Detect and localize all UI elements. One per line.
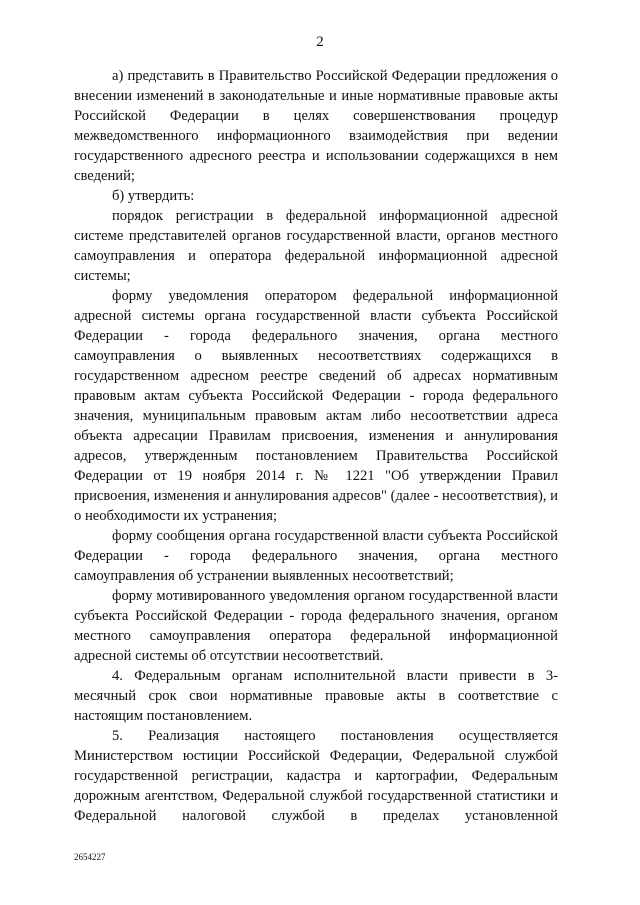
paragraph-motivated-notification-form: форму мотивированного уведомления органом государственной власти субъекта Российской Федерации - города федерального значения, органом местного самоуправления оператора федеральной информационной адресной системы об отсутствии несоответствий. xyxy=(74,588,558,664)
document-body xyxy=(74,66,558,826)
paragraph-item-4: 4. Федеральным органам исполнительной власти привести в 3-месячный срок свои нормативные правовые акты в соответствие с настоящим постановлением. xyxy=(74,668,558,724)
paragraph-message-form: форму сообщения органа государственной власти субъекта Российской Федерации - города федерального значения, органа местного самоуправления об устранении выявленных несоответствий; xyxy=(74,528,558,584)
document-code: 2654227 xyxy=(74,852,106,862)
page-number: 2 xyxy=(316,34,324,50)
paragraph-item-5: 5. Реализация настоящего постановления осуществляется Министерством юстиции Российской Федерации, Федеральной службой государственной регистрации, кадастра и картографии, Федеральным дорожным агентством, Федеральной службой государственной статистики и Федеральной налоговой службой в пределах установленной xyxy=(74,728,558,824)
paragraph-registration-procedure: порядок регистрации в федеральной информационной адресной системе представителей органов государственной власти, органов местного самоуправления и оператора федеральной информационной адресной системы; xyxy=(74,208,558,284)
paragraph-b-approve: б) утвердить: xyxy=(112,188,195,204)
paragraph-notification-form: форму уведомления оператором федеральной информационной адресной системы органа государственной власти субъекта Российской Федерации - города федерального значения, органа местного самоуправления о выявленных несоответствиях содержащихся в государственном адресном реестре сведений об адресах нормативным правовым актам субъекта Российской Федерации - города федерального значения, муниципальным правовым актам либо несоответствии адреса объекта адресации Правилам присвоения, изменения и аннулирования адресов, утвержденным постановлением Правительства Российской Федерации от 19 ноября 2014 г. № 1221 "Об утверждении Правил присвоения, изменения и аннулирования адресов" (далее - несоответствия), и о необходимости их устранения; xyxy=(74,288,558,524)
paragraph-a-proposals: а) представить в Правительство Российской Федерации предложения о внесении изменений в законодательные и иные нормативные правовые акты Российской Федерации в целях совершенствования процедур межведомственного информационного взаимодействия при ведении государственного адресного реестра и использовании содержащихся в нем сведений; xyxy=(74,68,558,184)
